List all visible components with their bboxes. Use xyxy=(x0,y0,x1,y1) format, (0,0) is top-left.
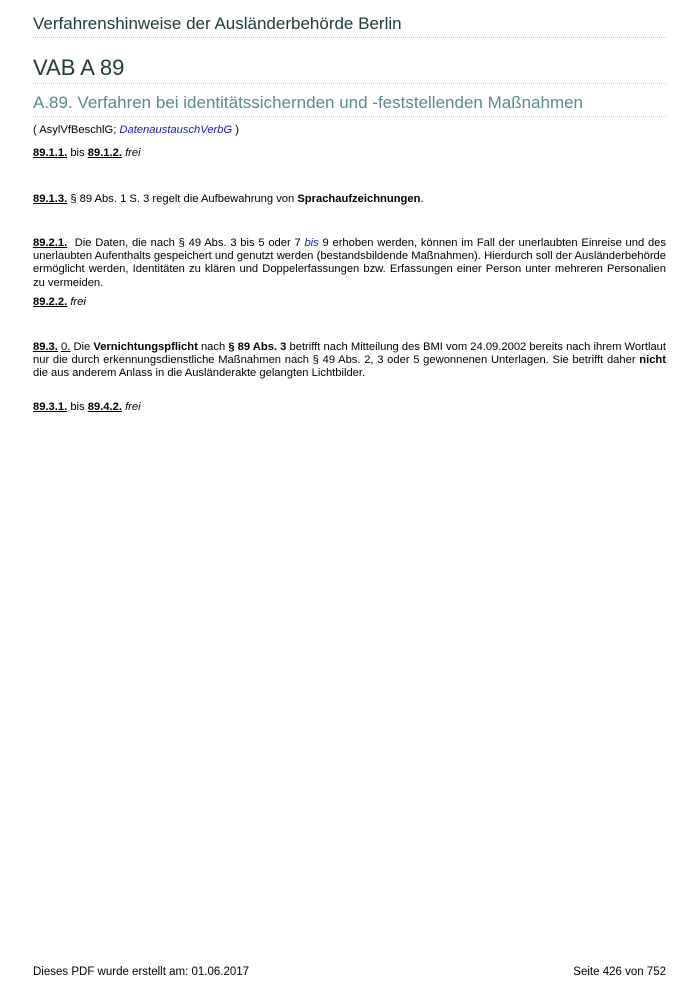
ref-89-3-1: 89.3.1. xyxy=(33,401,68,413)
ref-89-1-3: 89.1.3. xyxy=(33,193,68,205)
p3-text1: Die Daten, die nach § 49 Abs. 3 bis 5 oder 7 xyxy=(67,237,305,249)
ref-89-2-1: 89.2.1. xyxy=(33,237,68,249)
section-divider xyxy=(33,116,666,117)
datenaustauschverbg-link[interactable]: DatenaustauschVerbG xyxy=(119,124,233,136)
ref-89-4-2: 89.4.2. xyxy=(87,401,122,413)
status-frei: frei xyxy=(70,296,86,308)
status-frei: frei xyxy=(125,147,141,159)
range-connector: bis xyxy=(67,401,88,413)
header-divider xyxy=(33,37,666,38)
p2-text1: § 89 Abs. 1 S. 3 regelt die Aufbewahrung von xyxy=(67,193,298,205)
ref-89-3: 89.3. xyxy=(33,341,58,353)
p5-t4: die aus anderem Anlass in die Ausländerakte gelangten Lichtbilder. xyxy=(33,367,366,380)
ref-89-1-1: 89.1.1. xyxy=(33,147,68,159)
ref-89-2-2: 89.2.2. xyxy=(33,296,68,308)
bis-link[interactable]: bis xyxy=(304,237,319,249)
ref-89-1-2: 89.1.2. xyxy=(87,147,122,159)
paragraph-89-1-1 xyxy=(33,147,666,160)
paragraph-89-2-2 xyxy=(33,296,666,309)
document-title: VAB A 89 xyxy=(33,55,125,80)
paragraph-89-1-3 xyxy=(33,193,666,206)
p2-bold: Sprachaufzeichnungen xyxy=(297,193,421,205)
header-title: Verfahrenshinweise der Ausländerbehörde Berlin xyxy=(33,14,402,33)
status-frei: frei xyxy=(125,401,141,413)
p5-t1: Die xyxy=(70,341,94,353)
paragraph-89-2-1 xyxy=(33,237,666,290)
footer-created-date: Dieses PDF wurde erstellt am: 01.06.2017 xyxy=(33,966,250,978)
p2-text2: . xyxy=(420,193,424,205)
sub-ref-0: 0. xyxy=(61,341,71,353)
section-title: A.89. Verfahren bei identitätssichernden und -feststellenden Maßnahmen xyxy=(33,93,584,112)
refs-open: ( AsylVfBeschlG; xyxy=(33,124,120,136)
p5-t3: betrifft nach Mitteilung des BMI vom 24.09.2002 bereits nach ihrem Wortlaut nur die durch erkennungsdienstliche Maßnahmen nach § 49 Abs. 2, 3 oder 5 gewonnenen Unterlagen. Sie betrifft daher xyxy=(33,341,666,367)
p5-b2: § 89 Abs. 3 xyxy=(228,341,287,353)
p5-t2: nach xyxy=(197,341,229,353)
paragraph-89-3 xyxy=(33,341,666,381)
footer-page-number: Seite 426 von 752 xyxy=(573,966,666,978)
p5-b3: nicht xyxy=(639,354,666,367)
paragraph-89-3-1 xyxy=(33,401,666,414)
legal-references xyxy=(33,124,666,137)
p5-b1: Vernichtungspflicht xyxy=(93,341,198,353)
p3-text2: 9 erhoben werden, können im Fall der unerlaubten Einreise und des unerlaubten Aufenthalts gespeichert und genutzt werden (bestandsbildende Maßnahmen). Hierdurch soll der Ausländerbehörde ermöglicht werden, Identitäten zu klären und Doppelerfassungen bzw. Erfassungen einer Person unter mehreren Personalien zu vermeiden. xyxy=(33,237,666,289)
range-connector: bis xyxy=(67,147,88,159)
title-divider xyxy=(33,83,666,84)
refs-close: ) xyxy=(232,124,240,136)
